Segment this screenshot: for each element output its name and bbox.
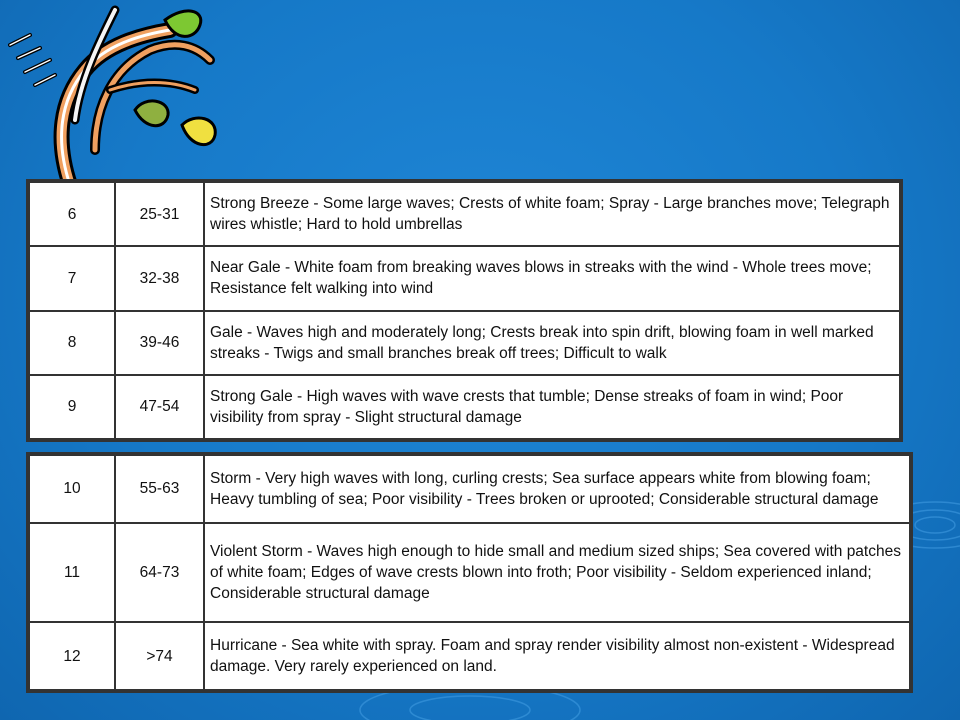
table-row	[29, 246, 900, 310]
speed-cell: 32-38	[115, 246, 204, 310]
beaufort-scale-table	[28, 181, 901, 440]
force-cell: 7	[29, 246, 115, 310]
table-row	[29, 622, 910, 690]
speed-cell: >74	[115, 622, 204, 690]
table-row	[29, 311, 900, 375]
table-row	[29, 523, 910, 623]
description-cell: Gale - Waves high and moderately long; Crests break into spin drift, blowing foam in well marked streaks - Twigs and small branches break off trees; Difficult to walk	[204, 311, 900, 375]
beaufort-table-top	[26, 179, 903, 442]
force-cell: 6	[29, 182, 115, 246]
description-cell: Strong Gale - High waves with wave crests that tumble; Dense streaks of foam in wind; Poor visibility from spray - Slight structural damage	[204, 375, 900, 439]
force-cell: 8	[29, 311, 115, 375]
table-row	[29, 455, 910, 523]
leaf-icon	[135, 101, 168, 126]
table-row	[29, 182, 900, 246]
speed-cell: 64-73	[115, 523, 204, 623]
description-cell: Storm - Very high waves with long, curling crests; Sea surface appears white from blowing foam; Heavy tumbling of sea; Poor visibility - Trees broken or uprooted; Considerable structural damage	[204, 455, 910, 523]
force-cell: 10	[29, 455, 115, 523]
beaufort-table-bottom	[26, 452, 913, 693]
description-cell: Near Gale - White foam from breaking waves blows in streaks with the wind - Whole trees move; Resistance felt walking into wind	[204, 246, 900, 310]
speed-cell: 47-54	[115, 375, 204, 439]
windswept-tree-icon	[0, 0, 230, 190]
description-cell: Hurricane - Sea white with spray. Foam and spray render visibility almost non-existent - Widespread damage. Very rarely experienced on land.	[204, 622, 910, 690]
speed-cell: 25-31	[115, 182, 204, 246]
speed-cell: 55-63	[115, 455, 204, 523]
description-cell: Violent Storm - Waves high enough to hide small and medium sized ships; Sea covered with patches of white foam; Edges of wave crests blown into froth; Poor visibility - Seldom experienced inland; Considerable structural damage	[204, 523, 910, 623]
leaf-icon	[182, 118, 215, 145]
force-cell: 9	[29, 375, 115, 439]
description-cell: Strong Breeze - Some large waves; Crests of white foam; Spray - Large branches move; Telegraph wires whistle; Hard to hold umbrellas	[204, 182, 900, 246]
force-cell: 12	[29, 622, 115, 690]
speed-cell: 39-46	[115, 311, 204, 375]
beaufort-scale-table	[28, 454, 911, 691]
force-cell: 11	[29, 523, 115, 623]
table-row	[29, 375, 900, 439]
